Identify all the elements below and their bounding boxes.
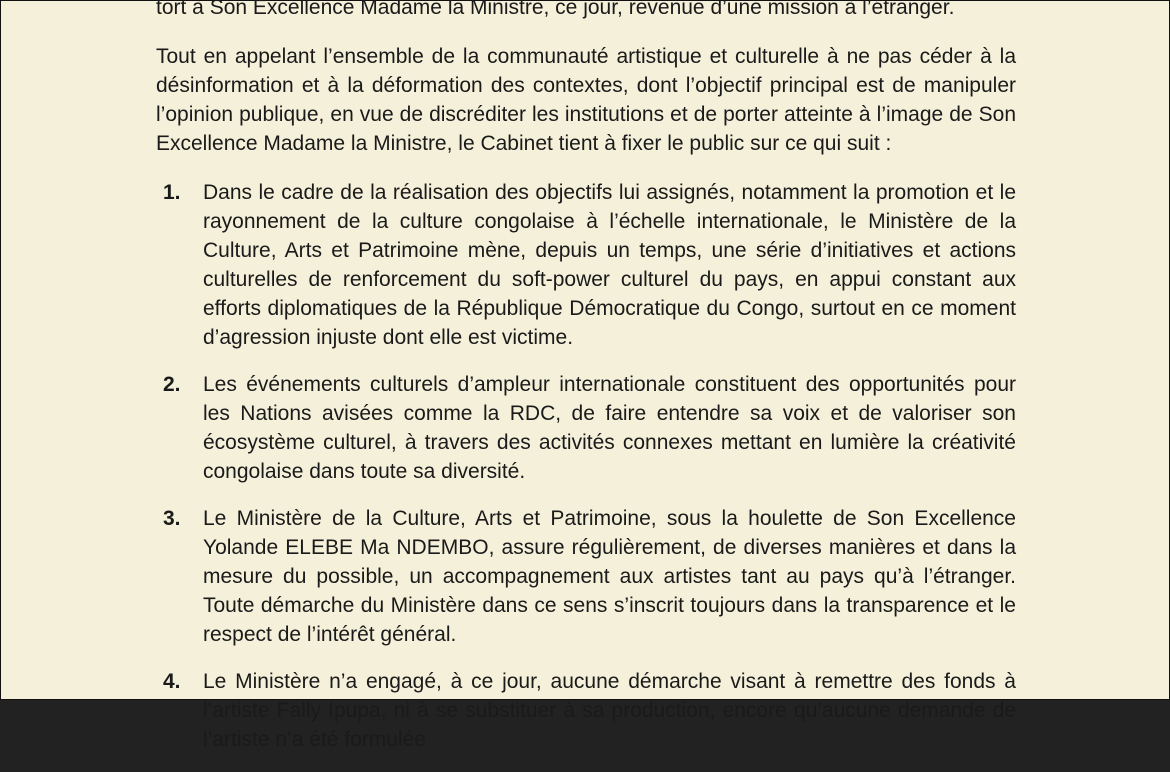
list-item <box>156 370 1016 486</box>
intro-line: tort à Son Excellence Madame la Ministre, ce jour, revenue d’une mission à l’étranger. <box>156 0 955 19</box>
list-item-number: 4. <box>163 670 181 693</box>
list-item-text: Le Ministère de la Culture, Arts et Patrimoine, sous la houlette de Son Excellence Yolande ELEBE Ma NDEMBO, assure régulièrement, de diverses manières et dans la mesure du possible, un accompagnement aux artistes tant au pays qu’à l’étranger. Toute démarche du Ministère dans ce sens s’inscrit toujours dans la transparence et le respect de l’intérêt général. <box>203 507 1016 646</box>
list-item <box>156 667 1016 754</box>
list-item <box>156 178 1016 352</box>
list-item-text: Les événements culturels d’ampleur internationale constituent des opportunités pour les Nations avisées comme la RDC, de faire entendre sa voix et de valoriser son écosystème culturel, à travers des activités connexes mettant en lumière la créativité congolaise dans toute sa diversité. <box>203 373 1016 483</box>
document-body <box>156 0 1016 772</box>
list-item-number: 3. <box>163 507 181 530</box>
list-item <box>156 504 1016 649</box>
list-item-text: Dans le cadre de la réalisation des objectifs lui assignés, notamment la promotion et le rayonnement de la culture congolaise à l’échelle internationale, le Ministère de la Culture, Arts et Patrimoine mène, depuis un temps, une série d’initiatives et actions culturelles de renforcement du soft-power culturel du pays, en appui constant aux efforts diplomatiques de la République Démocratique du Congo, surtout en ce moment d’agression injuste dont elle est victime. <box>203 181 1016 349</box>
list-item-number: 1. <box>163 181 181 204</box>
list-item-text: Le Ministère n’a engagé, à ce jour, aucune démarche visant à remettre des fonds à l’artiste Fally Ipupa, ni à se substituer à sa production, encore qu’aucune demande de l’artiste n’a été formulée <box>203 670 1016 751</box>
main-paragraph: Tout en appelant l’ensemble de la communauté artistique et culturelle à ne pas céder à la désinformation et à la déformation des contextes, dont l’objectif principal est de manipuler l’opinion publique, en vue de discréditer les institutions et de porter atteinte à l’image de Son Excellence Madame la Ministre, le Cabinet tient à fixer le public sur ce qui suit : <box>156 45 1016 155</box>
list-item-number: 2. <box>163 373 181 396</box>
